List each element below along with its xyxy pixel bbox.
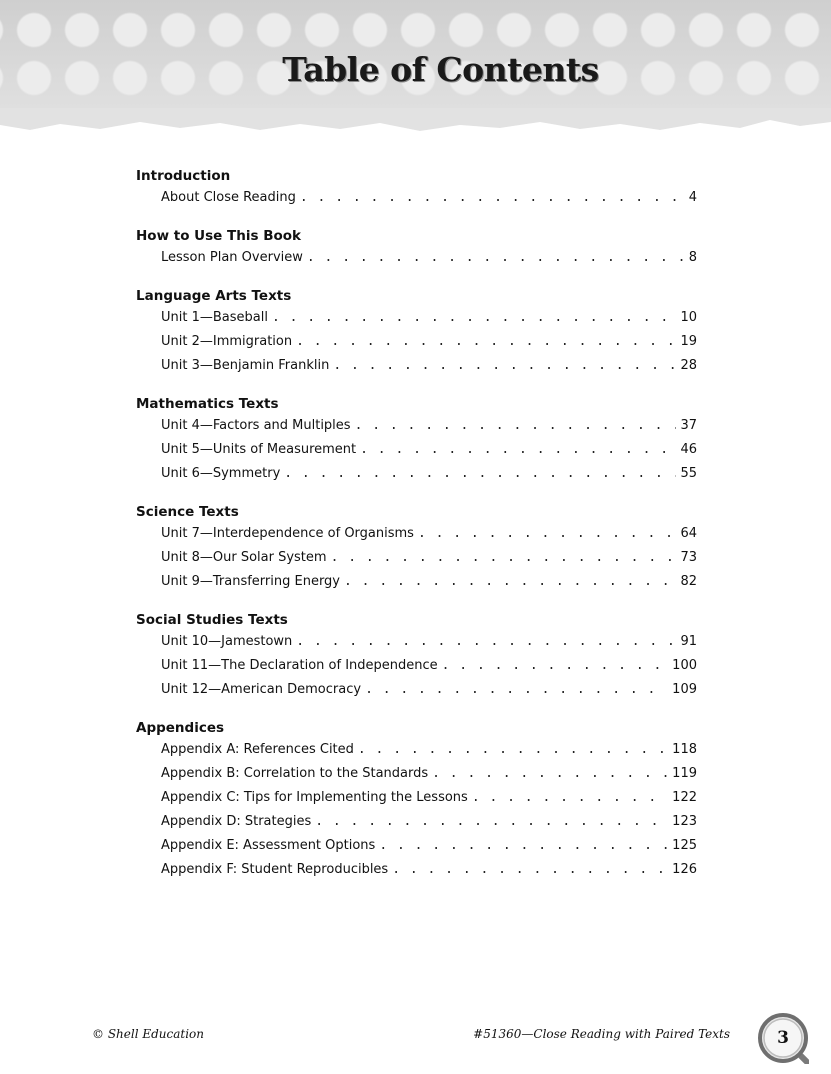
dot-leader: [355, 414, 677, 438]
section-heading: Social Studies Texts: [136, 612, 288, 628]
entry-page-number: 119: [672, 766, 697, 781]
entry-label: Appendix A: References Cited: [161, 742, 354, 757]
toc-entry: [161, 810, 697, 834]
toc-entry: [161, 654, 697, 678]
toc-entry: [161, 462, 697, 486]
page-title: Table of Contents: [282, 50, 599, 89]
toc-entry: [161, 834, 697, 858]
toc-entry: [161, 678, 697, 702]
entry-label: Appendix E: Assessment Options: [161, 838, 376, 853]
section-heading: Language Arts Texts: [136, 288, 292, 304]
entry-page-number: 10: [680, 310, 697, 325]
dot-leader: [358, 738, 668, 762]
entry-page-number: 64: [680, 526, 697, 541]
dot-leader: [272, 306, 676, 330]
entry-page-number: 19: [680, 334, 697, 349]
entry-label: Appendix F: Student Reproducibles: [161, 862, 389, 877]
entry-page-number: 126: [672, 862, 697, 877]
toc-entry: [161, 546, 697, 570]
toc-entry: [161, 738, 697, 762]
entry-page-number: 37: [680, 418, 697, 433]
dot-leader: [296, 630, 676, 654]
entry-page-number: 28: [680, 358, 697, 373]
entry-page-number: 82: [680, 574, 697, 589]
section-heading: Introduction: [136, 168, 231, 184]
section-heading: How to Use This Book: [136, 228, 302, 244]
entry-page-number: 109: [672, 682, 697, 697]
toc-entry: [161, 858, 697, 882]
toc-entry: [161, 522, 697, 546]
book-title-footer: #51360—Close Reading with Paired Texts: [473, 1027, 730, 1041]
entry-page-number: 91: [680, 634, 697, 649]
dot-leader: [315, 810, 668, 834]
toc-entry: [161, 306, 697, 330]
entry-label: Unit 8—Our Solar System: [161, 550, 327, 565]
entry-label: Appendix D: Strategies: [161, 814, 312, 829]
toc-entry: [161, 186, 697, 210]
entry-label: Unit 12—American Democracy: [161, 682, 362, 697]
section-heading: Mathematics Texts: [136, 396, 279, 412]
entry-label: Unit 4—Factors and Multiples: [161, 418, 351, 433]
toc-section: [136, 718, 697, 882]
entry-label: Unit 10—Jamestown: [161, 634, 293, 649]
dot-leader: [331, 546, 677, 570]
entry-label: Appendix B: Correlation to the Standards: [161, 766, 429, 781]
entry-label: Unit 11—The Declaration of Independence: [161, 658, 438, 673]
entry-label: Unit 5—Units of Measurement: [161, 442, 357, 457]
dot-leader: [284, 462, 676, 486]
toc-entry: [161, 330, 697, 354]
toc-entry: [161, 570, 697, 594]
dot-leader: [344, 570, 676, 594]
dot-leader: [296, 330, 676, 354]
entry-page-number: 73: [680, 550, 697, 565]
toc-entry: [161, 246, 697, 270]
dot-leader: [418, 522, 677, 546]
entry-label: About Close Reading: [161, 190, 296, 205]
dot-leader: [379, 834, 668, 858]
section-heading: Science Texts: [136, 504, 239, 520]
section-heading: Appendices: [136, 720, 225, 736]
dot-leader: [333, 354, 676, 378]
banner-torn-edge: [0, 108, 831, 148]
dot-leader: [307, 246, 685, 270]
dot-leader: [392, 858, 668, 882]
entry-label: Appendix C: Tips for Implementing the Lessons: [161, 790, 468, 805]
toc-section: [136, 286, 697, 378]
toc-section: [136, 394, 697, 486]
entry-page-number: 100: [672, 658, 697, 673]
page-number: 3: [777, 1028, 789, 1048]
toc-entry: [161, 762, 697, 786]
entry-label: Lesson Plan Overview: [161, 250, 303, 265]
dot-leader: [442, 654, 669, 678]
toc-entry: [161, 438, 697, 462]
dot-leader: [432, 762, 668, 786]
copyright-text: © Shell Education: [92, 1027, 205, 1041]
entry-label: Unit 6—Symmetry: [161, 466, 281, 481]
dot-leader: [300, 186, 685, 210]
entry-label: Unit 3—Benjamin Franklin: [161, 358, 330, 373]
dot-leader: [365, 678, 668, 702]
entry-page-number: 122: [672, 790, 697, 805]
toc-entry: [161, 786, 697, 810]
entry-page-number: 8: [688, 250, 697, 265]
entry-page-number: 125: [672, 838, 697, 853]
entry-label: Unit 1—Baseball: [161, 310, 268, 325]
toc-section: [136, 610, 697, 702]
entry-page-number: 55: [680, 466, 697, 481]
toc-entry: [161, 354, 697, 378]
toc-entry: [161, 630, 697, 654]
entry-page-number: 123: [672, 814, 697, 829]
table-of-contents: [136, 166, 697, 898]
toc-section: [136, 166, 697, 210]
toc-section: [136, 226, 697, 270]
entry-label: Unit 7—Interdependence of Organisms: [161, 526, 414, 541]
toc-section: [136, 502, 697, 594]
entry-page-number: 118: [672, 742, 697, 757]
entry-label: Unit 2—Immigration: [161, 334, 293, 349]
dot-leader: [360, 438, 676, 462]
entry-page-number: 46: [680, 442, 697, 457]
toc-entry: [161, 414, 697, 438]
entry-page-number: 4: [688, 190, 697, 205]
entry-label: Unit 9—Transferring Energy: [161, 574, 341, 589]
dot-leader: [472, 786, 668, 810]
